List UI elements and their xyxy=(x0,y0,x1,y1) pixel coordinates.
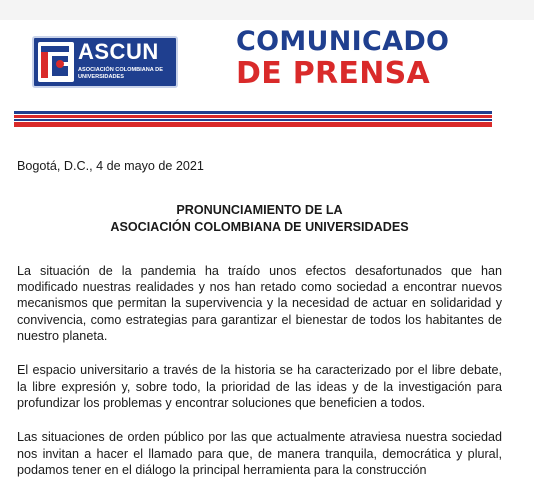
press-release-title-line1: COMUNICADO xyxy=(236,26,450,57)
statement-heading-line1: PRONUNCIAMIENTO DE LA xyxy=(176,203,343,218)
header-background xyxy=(0,0,534,20)
press-release-title-line2: DE PRENSA xyxy=(236,56,431,91)
logo-name: ASCUN xyxy=(78,39,159,64)
date-line: Bogotá, D.C., 4 de mayo de 2021 xyxy=(17,159,204,173)
ascun-emblem-icon xyxy=(38,42,74,82)
header-stripe-blue-2 xyxy=(14,119,492,121)
statement-heading xyxy=(17,202,502,235)
paragraph-3: Las situaciones de orden público por las que actualmente atraviesa nuestra sociedad nos invitan a hacer el llamado para que, de manera tranquila, democrática y plural, podamos tener en el diálogo la principal herramienta para la construcción xyxy=(17,430,502,477)
header-stripe-blue xyxy=(14,111,492,114)
header-stripe-red-2 xyxy=(14,122,492,127)
document-body xyxy=(17,158,502,496)
paragraph-1: La situación de la pandemia ha traído unos efectos desafortunados que han modificado nuestras realidades y nos han retado como sociedad a encontrar nuevos mecanismos que permitan la supervivencia y la necesidad de actuar en solidaridad y convivencia, como estrategias para garantizar el bienestar de todos los habitantes de nuestro planeta. xyxy=(17,263,502,344)
header-stripe-red xyxy=(14,115,492,118)
paragraph-2: El espacio universitario a través de la historia se ha caracterizado por el libre debate, la libre expresión y, sobre todo, la prioridad de las ideas y de la investigación para profundizar los problemas y encontrar soluciones que beneficien a todos. xyxy=(17,363,502,410)
statement-heading-line2: ASOCIACIÓN COLOMBIANA DE UNIVERSIDADES xyxy=(110,219,409,234)
ascun-logo xyxy=(32,36,178,88)
logo-subtitle: ASOCIACIÓN COLOMBIANA DE UNIVERSIDADES xyxy=(78,67,163,80)
